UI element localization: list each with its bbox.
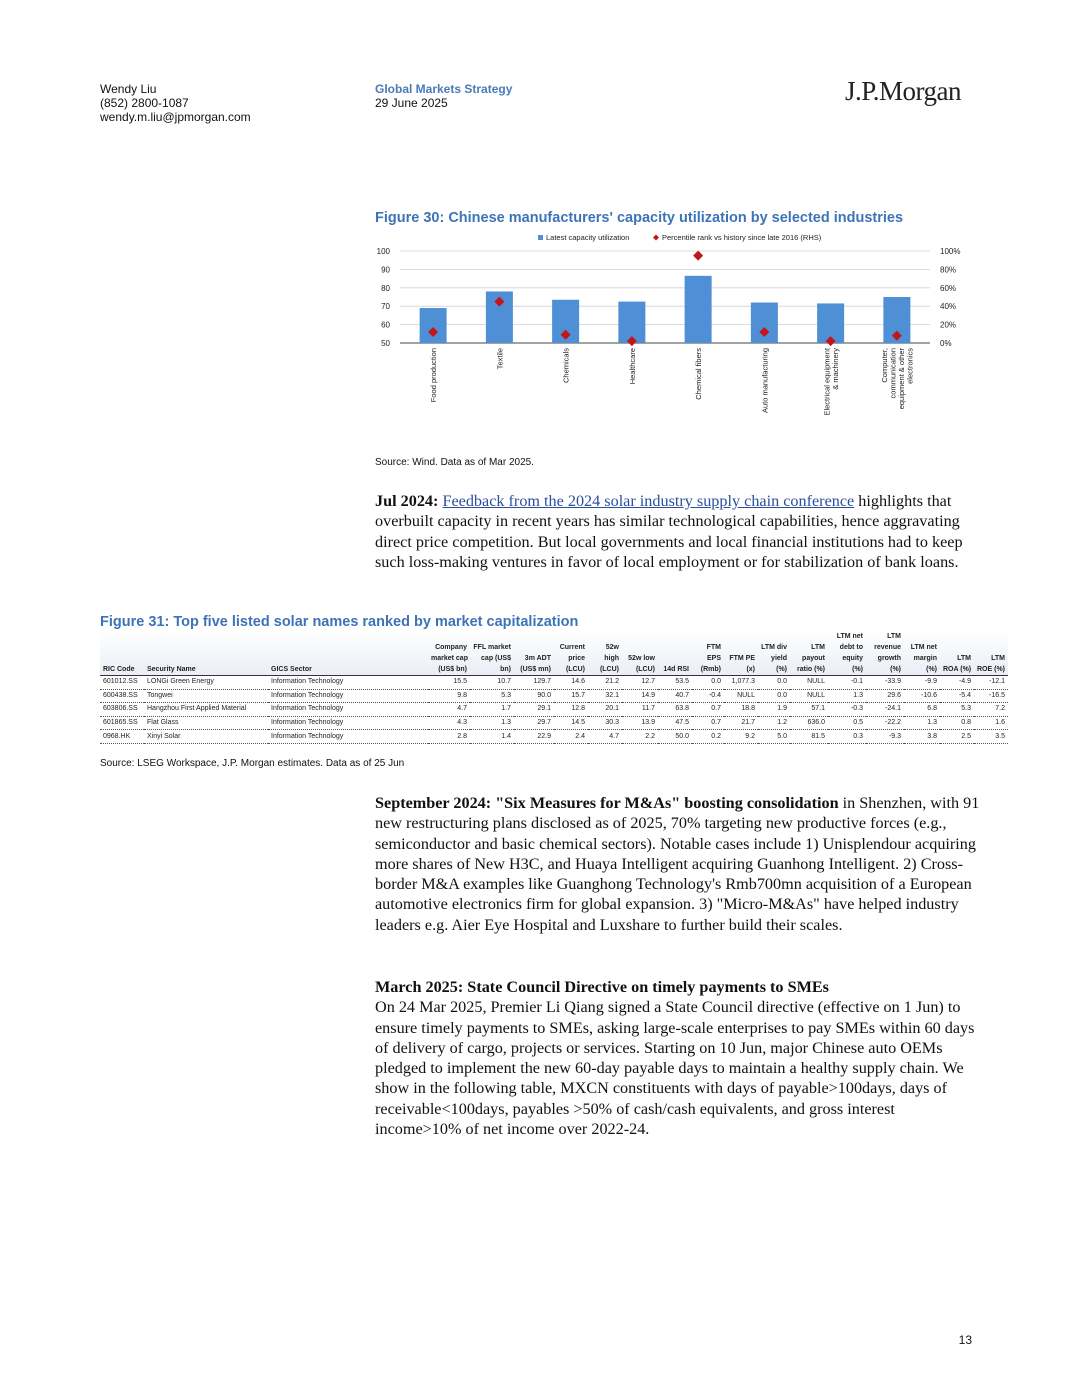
table-header-cell: (Rmb) <box>692 664 724 676</box>
solar-conference-link[interactable]: Feedback from the 2024 solar industry supply chain conference <box>442 492 855 510</box>
x-tick-label <box>694 348 703 400</box>
x-tick-label-line: Electrical equipment <box>822 348 832 416</box>
table-cell: 11.7 <box>622 703 658 717</box>
table-header-cell: ROA (%) <box>940 664 974 676</box>
bar <box>420 308 447 343</box>
table-header-cell <box>758 631 790 642</box>
table-cell: 15.5 <box>428 676 470 690</box>
table-cell: -16.5 <box>974 689 1008 703</box>
table-cell: 4.7 <box>588 730 622 744</box>
table-cell: NULL <box>790 676 828 690</box>
x-tick-label <box>760 348 769 413</box>
paragraph-mar-text: On 24 Mar 2025, Premier Li Qiang signed a State Council directive (effective on 1 Jun) to ensure timely payments to SMEs, asking large-scale enterprises to pay SMEs within 60 days of delivery of cargo, projects or services. Starting on 10 Jun, major Chinese auto OEMs pledged to implement the new 60-day payable days to maintain a healthy supply chain. We show in the following table, MXCN constituents with days of payable>100days, days of receivable<100days, payables >50% of cash/cash equivalents, and gross interest income>10% of net income over 2022-24. <box>375 998 975 1139</box>
table-cell: 5.3 <box>940 703 974 717</box>
table-header-cell: (%) <box>904 664 940 676</box>
x-tick-label-line: Textile <box>495 348 505 370</box>
table-cell: 9.2 <box>724 730 758 744</box>
table-header-cell <box>554 631 588 642</box>
table-cell: -9.3 <box>866 730 904 744</box>
chart-legend <box>538 233 822 242</box>
table-header-row <box>100 664 1008 676</box>
report-series: Global Markets Strategy <box>375 82 513 96</box>
x-tick-label <box>562 348 571 383</box>
table-cell: NULL <box>790 689 828 703</box>
table-header-cell: FTM <box>706 644 721 651</box>
table-cell: 1.3 <box>904 716 940 730</box>
y-left-tick-label: 70 <box>381 302 390 312</box>
y-left-tick-label: 80 <box>381 283 390 293</box>
table-cell: 0968.HK <box>100 730 144 744</box>
table-header-cell <box>724 642 758 653</box>
x-category-label <box>429 348 438 402</box>
paragraph-jul-text: highlights that overbuilt capacity in recent years has similar technological capabilities, hence aggravating direct price competition. But local governments and local financial institutions had to keep such loss-making ventures in favor of local employment or for stabilization of bank loans. <box>375 492 963 571</box>
table-header-cell: LTM <box>991 655 1005 662</box>
table-cell: 1.4 <box>470 730 514 744</box>
report-meta <box>375 82 512 110</box>
table-cell: Flat Glass <box>144 716 268 730</box>
table-cell: -4.9 <box>940 676 974 690</box>
table-cell: 1.9 <box>758 703 790 717</box>
table-header-cell: ratio (%) <box>790 664 828 676</box>
table-row <box>100 703 1008 717</box>
table-header-cell: EPS <box>706 655 721 662</box>
table-header-cell: FTM PE <box>729 655 755 662</box>
table-cell: -0.4 <box>692 689 724 703</box>
x-category-label <box>822 347 840 415</box>
table-header-row <box>100 642 1008 653</box>
table-header-cell: (%) <box>828 664 866 676</box>
table-cell: Information Technology <box>268 689 428 703</box>
x-category-label <box>495 348 504 369</box>
table-cell: 0.7 <box>692 716 724 730</box>
table-header-cell <box>268 642 428 653</box>
table-cell: 3.8 <box>904 730 940 744</box>
table-cell: 0.5 <box>828 716 866 730</box>
x-tick-label-line: electronics <box>905 348 915 384</box>
x-tick-label-line: & machinery <box>830 348 840 390</box>
x-tick-label-line: Chemical fibers <box>694 348 704 400</box>
x-tick-label <box>822 347 840 415</box>
table-cell: 47.5 <box>658 716 692 730</box>
table-header-cell: (US$ mn) <box>514 664 554 676</box>
table-header-cell: LTM net <box>836 633 863 640</box>
figure31-table <box>100 631 1008 744</box>
figure31-table-body <box>100 676 1008 744</box>
legend-label: Latest capacity utilization <box>546 233 630 242</box>
table-header-cell: bn) <box>470 664 514 676</box>
paragraph-mar-2025 <box>375 977 980 1139</box>
table-cell: 2.4 <box>554 730 588 744</box>
table-header-row <box>100 631 1008 642</box>
y-right-tick-label: 0% <box>940 339 952 348</box>
table-cell: 29.7 <box>514 716 554 730</box>
table-header-cell <box>100 653 144 664</box>
table-cell: 32.1 <box>588 689 622 703</box>
legend-swatch-marker <box>653 235 659 241</box>
legend-swatch-bar <box>538 235 543 240</box>
table-header-cell <box>428 631 470 642</box>
table-header-cell <box>692 631 724 642</box>
table-cell: 29.1 <box>514 703 554 717</box>
table-cell: 81.5 <box>790 730 828 744</box>
y-right-tick-label: 100% <box>940 247 961 256</box>
table-cell: Xinyi Solar <box>144 730 268 744</box>
table-header-cell: LTM <box>957 655 971 662</box>
table-header-cell: 52w <box>605 644 619 651</box>
table-header-cell: Security Name <box>144 664 268 676</box>
table-header-cell <box>514 642 554 653</box>
table-cell: 6.8 <box>904 703 940 717</box>
table-cell: Information Technology <box>268 703 428 717</box>
y-right-tick-label: 20% <box>940 320 957 330</box>
table-header-cell <box>268 653 428 664</box>
x-tick-label-line: communication <box>888 348 898 399</box>
figure30-chart <box>360 228 980 456</box>
x-tick-label-line: Food production <box>429 348 439 403</box>
table-header-cell: revenue <box>874 644 901 651</box>
table-header-cell <box>724 631 758 642</box>
table-cell: Information Technology <box>268 676 428 690</box>
y-right-tick-label: 60% <box>940 283 957 293</box>
table-cell: 7.2 <box>974 703 1008 717</box>
table-header-cell <box>658 631 692 642</box>
table-header-cell: growth <box>877 655 901 662</box>
x-tick-label-line: equipment & other <box>897 348 907 410</box>
table-header-cell: (%) <box>758 664 790 676</box>
table-cell: 129.7 <box>514 676 554 690</box>
table-cell: 40.7 <box>658 689 692 703</box>
table-header-cell: equity <box>842 655 863 662</box>
table-header-cell: 14d RSI <box>658 664 692 676</box>
table-cell: LONGi Green Energy <box>144 676 268 690</box>
x-category-label <box>880 348 915 410</box>
table-header-cell: GICS Sector <box>268 664 428 676</box>
table-header-cell: LTM <box>811 644 825 651</box>
figure31-title: Figure 31: Top five listed solar names ranked by market capitalization <box>100 614 579 630</box>
table-header-cell: market cap <box>431 655 468 662</box>
table-header-cell <box>144 631 268 642</box>
bar <box>685 276 712 343</box>
x-tick-label-line: Computer, <box>880 348 890 383</box>
table-header-cell: LTM <box>887 633 901 640</box>
table-header-cell <box>514 631 554 642</box>
paragraph-sep-lead: September 2024: "Six Measures for M&As" boosting consolidation <box>375 794 839 812</box>
table-cell: 15.7 <box>554 689 588 703</box>
table-row <box>100 676 1008 690</box>
jpmorgan-logo: J.P.Morgan <box>845 76 962 106</box>
table-row <box>100 689 1008 703</box>
author-block <box>100 82 251 124</box>
table-cell: 14.9 <box>622 689 658 703</box>
x-tick-label <box>628 348 637 384</box>
table-cell: 30.3 <box>588 716 622 730</box>
x-category-label <box>760 348 769 413</box>
table-cell: 1.3 <box>470 716 514 730</box>
table-cell: 4.7 <box>428 703 470 717</box>
table-cell: 57.1 <box>790 703 828 717</box>
table-header-cell: 3m ADT <box>524 655 551 662</box>
x-category-label <box>562 348 571 383</box>
table-header-cell: RIC Code <box>100 664 144 676</box>
table-header-cell: (LCU) <box>554 664 588 676</box>
x-tick-label <box>495 348 504 369</box>
paragraph-jul-lead: Jul 2024: <box>375 492 439 510</box>
percentile-marker <box>693 251 703 261</box>
table-header-cell <box>144 653 268 664</box>
table-cell: 20.1 <box>588 703 622 717</box>
page-number: 13 <box>958 1333 972 1347</box>
table-header-cell: (LCU) <box>622 664 658 676</box>
author-phone: (852) 2800-1087 <box>100 96 189 110</box>
table-cell: 0.7 <box>692 703 724 717</box>
x-tick-label <box>880 348 915 410</box>
y-left-tick-label: 100 <box>376 247 390 256</box>
table-header-row <box>100 653 1008 664</box>
table-cell: 29.6 <box>866 689 904 703</box>
x-category-label <box>694 348 703 400</box>
table-cell: 601012.SS <box>100 676 144 690</box>
table-cell: -0.3 <box>828 703 866 717</box>
table-cell: -22.2 <box>866 716 904 730</box>
table-header-cell: Current <box>559 644 585 651</box>
x-tick-label <box>429 348 438 402</box>
x-tick-label-line: Auto manufacturing <box>760 348 770 414</box>
table-header-cell <box>940 642 974 653</box>
table-cell: 21.2 <box>588 676 622 690</box>
table-cell: 18.8 <box>724 703 758 717</box>
table-cell: 1.7 <box>470 703 514 717</box>
figure31-table-header <box>100 631 1008 676</box>
table-header-cell: Company <box>435 644 467 651</box>
table-cell: -5.4 <box>940 689 974 703</box>
paragraph-mar-heading: March 2025: State Council Directive on timely payments to SMEs <box>375 978 829 996</box>
table-cell: 63.8 <box>658 703 692 717</box>
author-email[interactable]: wendy.m.liu@jpmorgan.com <box>100 110 251 124</box>
figure30-source: Source: Wind. Data as of Mar 2025. <box>375 457 534 468</box>
y-left-tick-label: 60 <box>381 320 390 330</box>
table-header-cell <box>100 631 144 642</box>
table-cell: 0.0 <box>692 676 724 690</box>
table-cell: Tongwei <box>144 689 268 703</box>
figure31-source: Source: LSEG Workspace, J.P. Morgan estimates. Data as of 25 Jun <box>100 758 405 769</box>
x-category-label <box>628 348 637 384</box>
table-cell: 9.8 <box>428 689 470 703</box>
table-header-cell: (%) <box>866 664 904 676</box>
table-cell: 2.8 <box>428 730 470 744</box>
table-cell: 636.0 <box>790 716 828 730</box>
table-header-cell <box>940 631 974 642</box>
figure30-title: Figure 30: Chinese manufacturers' capacity utilization by selected industries <box>375 210 904 226</box>
table-cell: -0.1 <box>828 676 866 690</box>
table-header-cell: (LCU) <box>588 664 622 676</box>
table-cell: 3.5 <box>974 730 1008 744</box>
table-cell: 5.0 <box>758 730 790 744</box>
table-cell: NULL <box>724 689 758 703</box>
table-header-cell <box>974 631 1008 642</box>
table-cell: 50.0 <box>658 730 692 744</box>
table-header-cell: high <box>604 655 619 662</box>
table-header-cell <box>622 631 658 642</box>
table-header-cell <box>268 631 428 642</box>
table-row <box>100 716 1008 730</box>
table-cell: 1.3 <box>828 689 866 703</box>
table-header-cell <box>658 642 692 653</box>
table-cell: 13.9 <box>622 716 658 730</box>
table-cell: -33.9 <box>866 676 904 690</box>
table-header-cell: FFL market <box>473 644 511 651</box>
y-right-tick-label: 80% <box>940 265 957 275</box>
table-cell: 21.7 <box>724 716 758 730</box>
table-cell: 0.2 <box>692 730 724 744</box>
table-cell: 0.8 <box>940 716 974 730</box>
paragraph-jul-2024 <box>375 491 980 572</box>
table-cell: 601865.SS <box>100 716 144 730</box>
y-left-tick-label: 50 <box>381 339 390 348</box>
table-header-cell: price <box>568 655 585 662</box>
table-cell: Information Technology <box>268 716 428 730</box>
x-tick-label-line: Healthcare <box>627 348 637 385</box>
table-header-cell <box>622 642 658 653</box>
author-name: Wendy Liu <box>100 82 157 96</box>
table-header-cell <box>100 642 144 653</box>
table-header-cell: (US$ bn) <box>428 664 470 676</box>
table-header-cell: cap (US$ <box>481 655 511 662</box>
table-cell: 22.9 <box>514 730 554 744</box>
table-cell: 1.2 <box>758 716 790 730</box>
x-tick-label-line: Chemicals <box>561 348 571 384</box>
table-cell: 4.3 <box>428 716 470 730</box>
table-header-cell <box>588 631 622 642</box>
table-cell: -9.9 <box>904 676 940 690</box>
table-cell: 600438.SS <box>100 689 144 703</box>
table-cell: 5.3 <box>470 689 514 703</box>
table-cell: 12.7 <box>622 676 658 690</box>
legend-label: Percentile rank vs history since late 2016 (RHS) <box>662 233 822 242</box>
table-cell: 1,077.3 <box>724 676 758 690</box>
table-header-cell: LTM div <box>761 644 787 651</box>
table-header-cell: ROE (%) <box>974 664 1008 676</box>
table-cell: 1.6 <box>974 716 1008 730</box>
table-header-cell: margin <box>913 655 937 662</box>
table-header-cell <box>790 631 828 642</box>
table-header-cell <box>904 631 940 642</box>
table-header-cell <box>658 653 692 664</box>
table-cell: 603806.SS <box>100 703 144 717</box>
table-header-cell: debt to <box>839 644 863 651</box>
table-header-cell: 52w low <box>628 655 655 662</box>
table-cell: 14.6 <box>554 676 588 690</box>
table-header-cell: LTM net <box>910 644 937 651</box>
paragraph-sep-text: in Shenzhen, with 91 new restructuring plans disclosed as of 2025, 70% targeting new productive forces (e.g., semiconductor and basic chemical sectors). Notable cases include 1) Unisplendour acquiring more shares of New H3C, and Huaya Intelligent acquiring Guanhong Intelligent. 2) Cross-border M&A examples like Guanghong Technology's Rmb700mn acquisition of a European automotive electronics firm for global expansion. 3) "Micro-M&As" have helped industry leaders e.g. Aier Eye Hospital and Luxshare to further build their scales. <box>375 794 980 934</box>
table-cell: 2.5 <box>940 730 974 744</box>
table-cell: 10.7 <box>470 676 514 690</box>
y-left-tick-label: 90 <box>381 265 390 275</box>
table-cell: -24.1 <box>866 703 904 717</box>
table-header-cell: yield <box>771 655 787 662</box>
table-header-cell: payout <box>802 655 825 662</box>
table-cell: 0.0 <box>758 689 790 703</box>
table-cell: 12.8 <box>554 703 588 717</box>
table-row <box>100 730 1008 744</box>
table-cell: 14.5 <box>554 716 588 730</box>
table-cell: 0.3 <box>828 730 866 744</box>
table-cell: -10.6 <box>904 689 940 703</box>
table-cell: 53.5 <box>658 676 692 690</box>
table-header-cell <box>144 642 268 653</box>
table-cell: 90.0 <box>514 689 554 703</box>
table-header-cell: (x) <box>724 664 758 676</box>
report-date: 29 June 2025 <box>375 96 448 110</box>
table-cell: 0.0 <box>758 676 790 690</box>
table-cell: Hangzhou First Applied Material <box>144 703 268 717</box>
table-header-cell <box>974 642 1008 653</box>
table-cell: Information Technology <box>268 730 428 744</box>
table-cell: 2.2 <box>622 730 658 744</box>
y-right-tick-label: 40% <box>940 302 957 312</box>
paragraph-sep-2024 <box>375 793 985 935</box>
table-cell: -12.1 <box>974 676 1008 690</box>
table-header-cell <box>470 631 514 642</box>
